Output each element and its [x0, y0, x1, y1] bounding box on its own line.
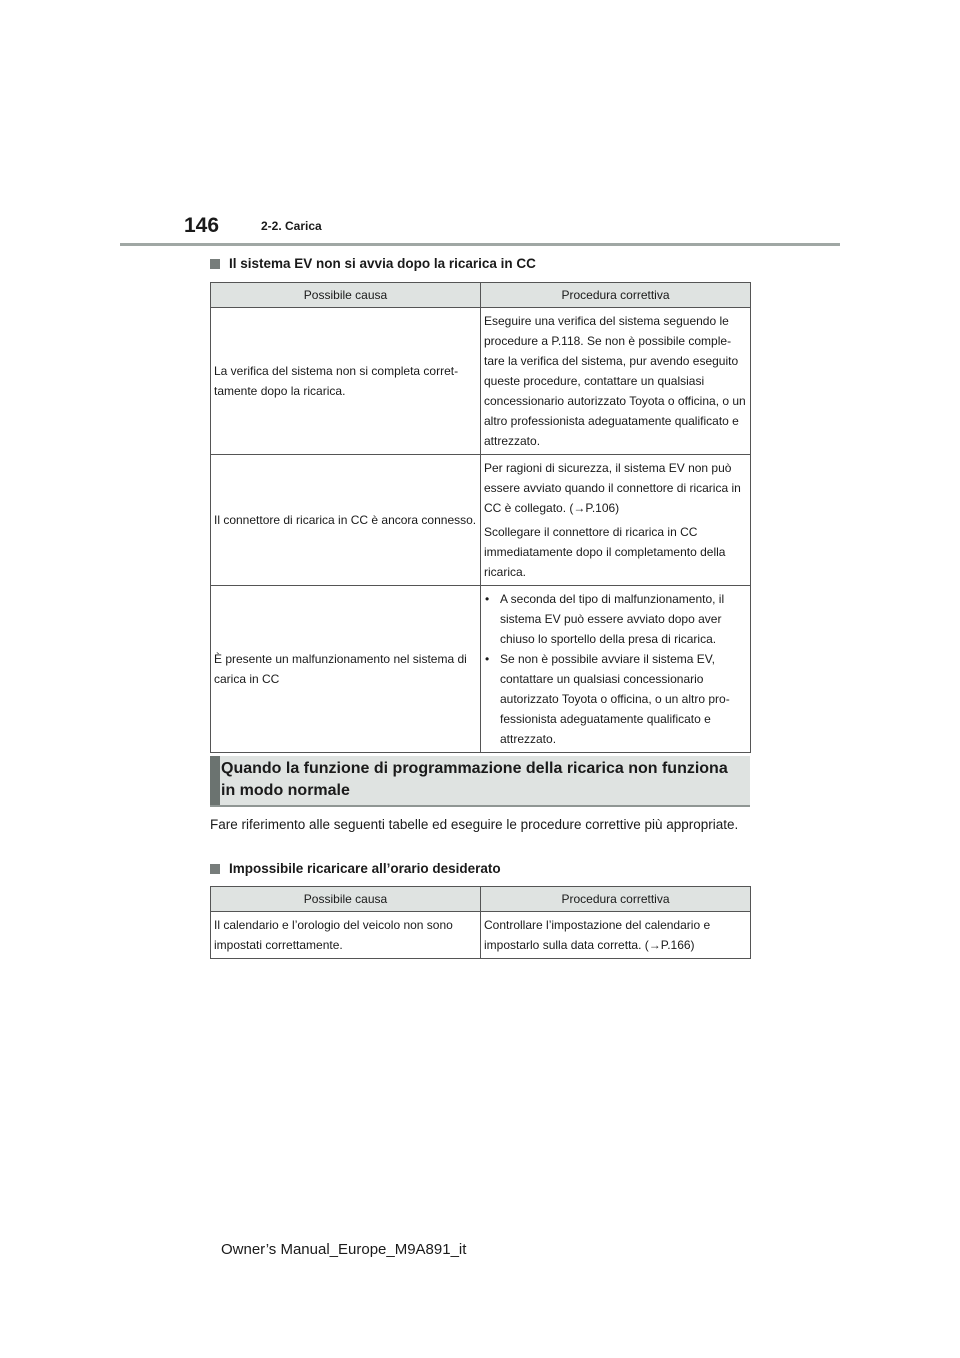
- action-text: Eseguire una verifica del sistema seguendo le procedure a P.118. Se non è possibile completare la verifica del sistema, pur avendo eseguito queste procedure, contattare un qualsiasi concessionario autorizzato Toyota o officina, o un altro professionista adeguatamente qualificato e attrezzato.: [484, 314, 746, 448]
- col-header-cause: Possibile causa: [211, 283, 481, 308]
- cause-cell: [211, 308, 481, 455]
- cause-text: È presente un malfunzionamento nel sistema di carica in CC: [214, 652, 467, 686]
- table-row: [211, 308, 751, 455]
- action-cell: [481, 308, 751, 455]
- col-header-action: Procedura correttiva: [481, 283, 751, 308]
- table-header-row: [211, 887, 751, 912]
- section-label: 2-2. Carica: [261, 219, 322, 233]
- table-row: [211, 586, 751, 753]
- action-text: Scollegare il connettore di ricarica in CC immediatamente dopo il completamento della ricarica.: [484, 525, 726, 579]
- page-number: 146: [184, 214, 220, 237]
- troubleshooting-table-schedule: [210, 886, 751, 959]
- action-list: [484, 589, 747, 749]
- troubleshooting-table-dc: [210, 282, 751, 753]
- action-cell: [481, 586, 751, 753]
- cause-cell: [211, 586, 481, 753]
- action-text: Controllare l’impostazione del calendario e impostarlo sulla data corretta. (→P.166): [484, 918, 711, 952]
- banner-title: Quando la funzione di programmazione della ricarica non funziona in modo normale: [221, 760, 728, 799]
- action-cell: [481, 912, 751, 959]
- footer-manual-id: Owner’s Manual_Europe_M9A891_it: [221, 1241, 467, 1258]
- cause-cell: [211, 912, 481, 959]
- subheading-schedule: [210, 861, 501, 876]
- header-divider: [120, 243, 840, 246]
- list-item: • A seconda del tipo di malfunzionamento, il sistema EV può essere avviato dopo aver chiuso lo sportello della presa di ricarica.: [484, 589, 747, 649]
- action-cell: [481, 455, 751, 586]
- intro-paragraph: Fare riferimento alle seguenti tabelle ed eseguire le procedure correttive più appropriate.: [210, 817, 739, 832]
- table-row: [211, 912, 751, 959]
- square-bullet-icon: [210, 864, 220, 874]
- section-banner: [210, 756, 750, 807]
- list-item: • Se non è possibile avviare il sistema EV, contattare un qualsiasi concessionario autorizzato Toyota o officina, o un altro professionista adeguatamente qualificato e attrezzato.: [484, 649, 747, 749]
- cause-text: La verifica del sistema non si completa correttamente dopo la ricarica.: [214, 364, 459, 398]
- cause-cell: [211, 455, 481, 586]
- cause-text: Il calendario e l’orologio del veicolo non sono impostati correttamente.: [214, 918, 453, 952]
- col-header-cause: Possibile causa: [211, 887, 481, 912]
- subheading-dc-charging: [210, 256, 536, 271]
- table-row: [211, 455, 751, 586]
- table-header-row: [211, 283, 751, 308]
- col-header-action: Procedura correttiva: [481, 887, 751, 912]
- subheading-text: Impossibile ricaricare all’orario desiderato: [229, 861, 501, 876]
- cause-text: Il connettore di ricarica in CC è ancora connesso.: [214, 513, 477, 527]
- square-bullet-icon: [210, 259, 220, 269]
- subheading-text: Il sistema EV non si avvia dopo la ricarica in CC: [229, 256, 536, 271]
- action-text: Per ragioni di sicurezza, il sistema EV non può essere avviato quando il connettore di ricarica in CC è collegato. (→P.106): [484, 461, 741, 515]
- banner-accent-bar: [210, 756, 220, 805]
